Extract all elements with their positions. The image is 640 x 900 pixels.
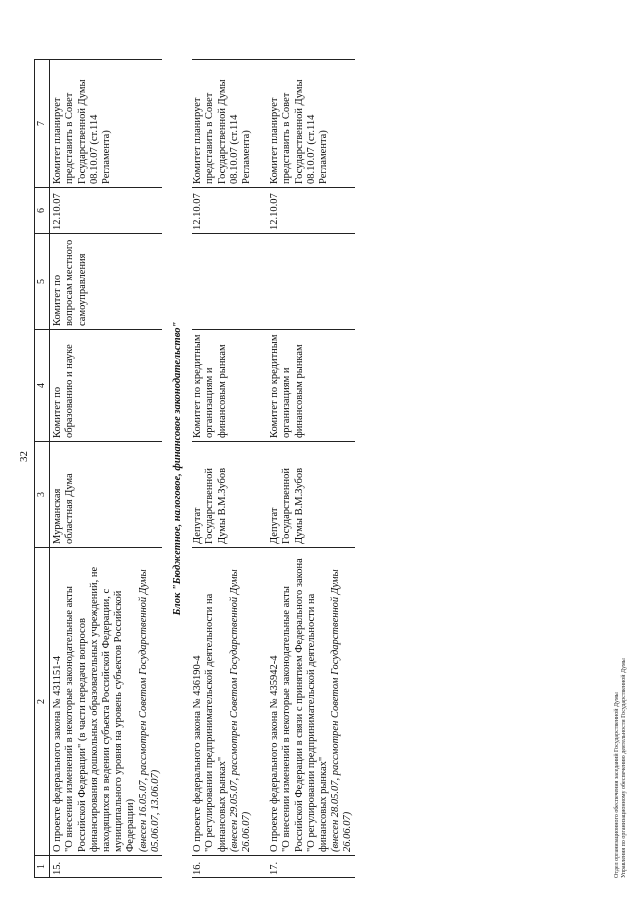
legislation-table [34, 59, 355, 878]
co-committee-cell [269, 234, 354, 330]
column-number-row [35, 60, 50, 878]
co-committee-cell: Комитет по вопросам местного самоуправления [50, 234, 162, 330]
column-header: 7 [35, 60, 50, 188]
date-cell: 12.10.07 [50, 188, 162, 234]
block-heading-row [162, 60, 192, 878]
bill-cell [50, 548, 162, 856]
bill-title: О проекте федерального закона № 436190-4 [192, 655, 204, 852]
column-header: 4 [35, 330, 50, 442]
status-cell: Комитет планирует представить в Совет Государственной Думы 08.10.07 (ст.114 Регламента) [269, 60, 354, 188]
initiator-cell: Мурманская областная Дума [50, 442, 162, 548]
committee-cell: Комитет по образованию и науке [50, 330, 162, 442]
bill-note: (внесен 16.05.07, рассмотрен Советом Государственной Думы 05.06.07, 13.06.07) [137, 569, 161, 852]
column-header: 3 [35, 442, 50, 548]
date-cell: 12.10.07 [192, 188, 253, 234]
bill-title: О проекте федерального закона № 431151-4 [52, 655, 64, 852]
footer [614, 658, 628, 878]
bill-description: "О внесении изменений в некоторые законодательные акты Российской Федерации в связи с принятием Федерального закона "О регулировании предпринимательской деятельности на финансовых рынках" [281, 558, 330, 852]
bill-cell [269, 548, 354, 856]
footer-line: Отдел организационного обеспечения заседаний Государственной Думы [614, 692, 620, 878]
bill-title: О проекте федерального закона № 435942-4 [269, 655, 281, 852]
footer-line: Управления по организационному обеспечению деятельности Государственной Думы [621, 658, 627, 878]
bill-description: "О внесении изменений в некоторые законодательные акты Российской Федерации" (в части передачи вопросов финансирования дошкольных образовательных учреждений, не находящихся в ведении субъекта Российской Федерации, с муниципального уровня на уровень субъектов Российской Федерации) [64, 566, 137, 852]
bill-cell [192, 548, 253, 856]
committee-cell: Комитет по кредитным организациям и финансовым рынкам [269, 330, 354, 442]
table-row [269, 60, 354, 878]
block-heading: Блок "Бюджетное, налоговое, финансовое законодательство" [172, 321, 184, 616]
initiator-cell: Депутат Государственной Думы В.М.Зубов [269, 442, 354, 548]
column-header: 5 [35, 234, 50, 330]
committee-cell: Комитет по кредитным организациям и финансовым рынкам [192, 330, 253, 442]
initiator-cell: Депутат Государственной Думы В.М.Зубов [192, 442, 253, 548]
bill-description: "О регулировании предпринимательской деятельности на финансовых рынках" [204, 593, 228, 852]
bill-note: (внесен 28.05.07, рассмотрен Советом Государственной Думы 26.06.07) [330, 569, 354, 852]
row-spacer [253, 60, 269, 878]
column-header: 1 [35, 856, 50, 878]
table-row [50, 60, 162, 878]
co-committee-cell [192, 234, 253, 330]
table-row [192, 60, 253, 878]
column-header: 2 [35, 548, 50, 856]
status-cell: Комитет планирует представить в Совет Государственной Думы 08.10.07 (ст.114 Регламента) [192, 60, 253, 188]
page-number: 32 [18, 451, 30, 462]
bill-note: (внесен 29.05.07, рассмотрен Советом Государственной Думы 26.06.07) [228, 569, 253, 852]
row-number: 15. [50, 856, 162, 878]
row-number: 17. [269, 856, 354, 878]
status-cell: Комитет планирует представить в Совет Государственной Думы 08.10.07 (ст.114 Регламента) [50, 60, 162, 188]
row-number: 16. [192, 856, 253, 878]
date-cell: 12.10.07 [269, 188, 354, 234]
column-header: 6 [35, 188, 50, 234]
